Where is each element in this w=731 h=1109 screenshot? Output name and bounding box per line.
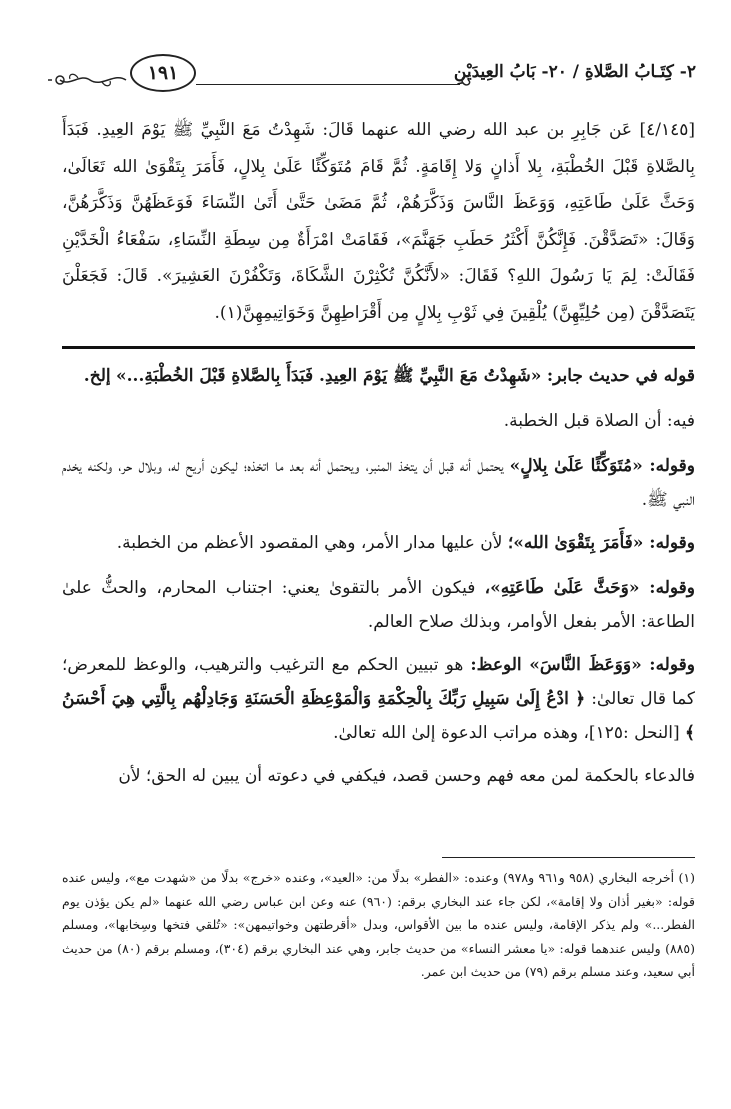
commentary: [62, 358, 695, 804]
commentary-paragraph: [62, 449, 695, 517]
commentary-paragraph: [62, 648, 695, 750]
paragraph-lead: وقوله: «فَأَمَرَ بِتَقْوَىٰ الله»؛: [507, 533, 695, 553]
page-number: ١٩١: [130, 54, 196, 92]
footnote-rule: [442, 857, 695, 858]
hadith-reference: [٤/١٤٥]: [639, 120, 696, 140]
commentary-paragraph: [62, 571, 695, 639]
paragraph-text: هو تبيين الحكم مع الترغيب والترهيب، والوعظ للمعرض؛ كما قال تعالىٰ:: [62, 655, 695, 709]
commentary-paragraph: فيه: أن الصلاة قبل الخطبة.: [503, 411, 695, 431]
hadith-body: عَن جَابِرِ بن عبد الله رضي الله عنهما قَالَ: شَهِدْتُ مَعَ النَّبِيِّ ﷺ يَوْمَ العِيدِ. فَبَدَأَ بِالصَّلاةِ قَبْلَ الخُطْبَةِ، بِلا أَذانٍ وَلا إِقَامَةٍ. ثُمَّ قَامَ مُتَوَكِّئًا عَلَىٰ بِلالٍ، فَأَمَرَ بِتَقْوَىٰ الله تَعَالَىٰ، وَحَثَّ عَلَىٰ طَاعَتِهِ، وَوَعَظَ النَّاسَ وَذَكَّرَهُمْ، ثُمَّ مَضَىٰ حَتَّىٰ أَتَىٰ النِّسَاءَ فَوَعَظَهُنَّ وَذَكَّرَهُنَّ، وَقَالَ: «تَصَدَّقْنَ. فَإِنَّكُنَّ أَكْثَرُ حَطَبِ جَهَنَّمَ»، فَقَامَتْ امْرَأَةٌ مِن سِطَةِ النِّسَاءِ، سَفْعَاءُ الْخَدَّيْنِ فَقَالَتْ: لِمَ يَا رَسُولَ اللهِ؟ فَقَالَ: «لأَنَّكُنَّ تُكْثِرْنَ الشَّكَاةَ، وَتَكْفُرْنَ العَشِيرَ». قَالَ: فَجَعَلْنَ يَتَصَدَّقْنَ (مِن حُلِيِّهِنَّ) يُلْقِينَ فِي ثَوْبِ بِلالٍ مِن أَقْرَاطِهِنَّ وَخَوَاتِيمِهِنَّ(١).: [62, 120, 695, 323]
opening-quote: «شَهِدْتُ مَعَ النَّبِيِّ ﷺ يَوْمَ العِيدِ. فَبَدَأَ بِالصَّلاةِ قَبْلَ الخُطْبَةِ...»: [116, 366, 542, 386]
commentary-opening: [62, 358, 695, 394]
paragraph-text: يحتمل أنه قبل أن يتخذ المنبر، ويحتمل أنه بعد ما اتخذه؛ ليكون أريح له، وبلال حر، ولكنه يخدم النبي ﷺ.: [62, 456, 695, 510]
header-rule: [196, 84, 460, 85]
paragraph-text: لأن عليها مدار الأمر، وهي المقصود الأعظم من الخطبة.: [116, 533, 503, 553]
vine-ornament-icon: [48, 68, 128, 92]
commentary-paragraph: فالدعاء بالحكمة لمن معه فهم وحسن قصد، فيكفي في دعوته أن يبين له الحق؛ لأن: [118, 766, 695, 786]
header-ornament-icon: [456, 72, 474, 90]
quran-verse: ﴿ ادْعُ إِلَىٰ سَبِيلِ رَبِّكَ بِالْحِكْمَةِ وَالْمَوْعِظَةِ الْحَسَنَةِ وَجَادِلْهُم بِالَّتِي هِيَ أَحْسَنُ ﴾: [62, 689, 695, 743]
paragraph-lead: وقوله: «وَحَثَّ عَلَىٰ طَاعَتِهِ»،: [484, 578, 695, 598]
footnotes: [62, 866, 695, 984]
opening-lead: قوله في حديث جابر:: [546, 366, 695, 386]
chapter-title: ٢- كِتَـابُ الصَّلاةِ / ٢٠- بَابُ العِيدَيْنِ: [453, 62, 696, 82]
footnote-1: (١) أخرجه البخاري (٩٥٨ و٩٦١ و٩٧٨) وعنده: «الفطر» بدلًا من: «العيد»، وعنده «خرج» بدلًا من «شهدت مع»، وليس عنده قوله: «بغير أذان ولا إقامة»، لكن جاء عند البخاري برقم: (٩٦٠) عنه وعن ابن عباس رضي الله عنهما «لم يكن يؤذن يوم الفطر...» ولم يذكر الإقامة، وليس عنده ما بين الأقواس، وبدل «أقرطتهن وخواتيمهن»: «تُلقي فتخها وسِخابها»، ومسلم (٨٨٥) وليس عندهما قوله: «يا معشر النساء» من حديث جابر، وهي عند البخاري برقم (٣٠٤)، ومسلم برقم (٨٠) من حديث أبي سعيد، وعند مسلم برقم (٧٩) من حديث ابن عمر.: [62, 870, 696, 979]
opening-tail: إلخ.: [83, 366, 111, 386]
running-header: [48, 52, 696, 96]
paragraph-lead: وقوله: «مُتَوَكِّئًا عَلَىٰ بِلالٍ»: [509, 456, 696, 476]
commentary-paragraph: [62, 526, 695, 560]
paragraph-lead: وقوله: «وَوَعَظَ النَّاسَ» الوعظ:: [470, 655, 695, 675]
paragraph-text: وهذه مراتب الدعوة إلىٰ الله تعالىٰ.: [333, 723, 579, 743]
paragraph-text: فيكون الأمر بالتقوىٰ يعني: اجتناب المحارم، والحثُّ علىٰ الطاعة: الأمر بفعل الأوامر، وبذلك صلاح العالم.: [62, 578, 695, 632]
hadith-text: [62, 112, 695, 331]
section-divider: [62, 346, 695, 349]
verse-reference: [النحل :١٢٥]،: [583, 723, 680, 743]
